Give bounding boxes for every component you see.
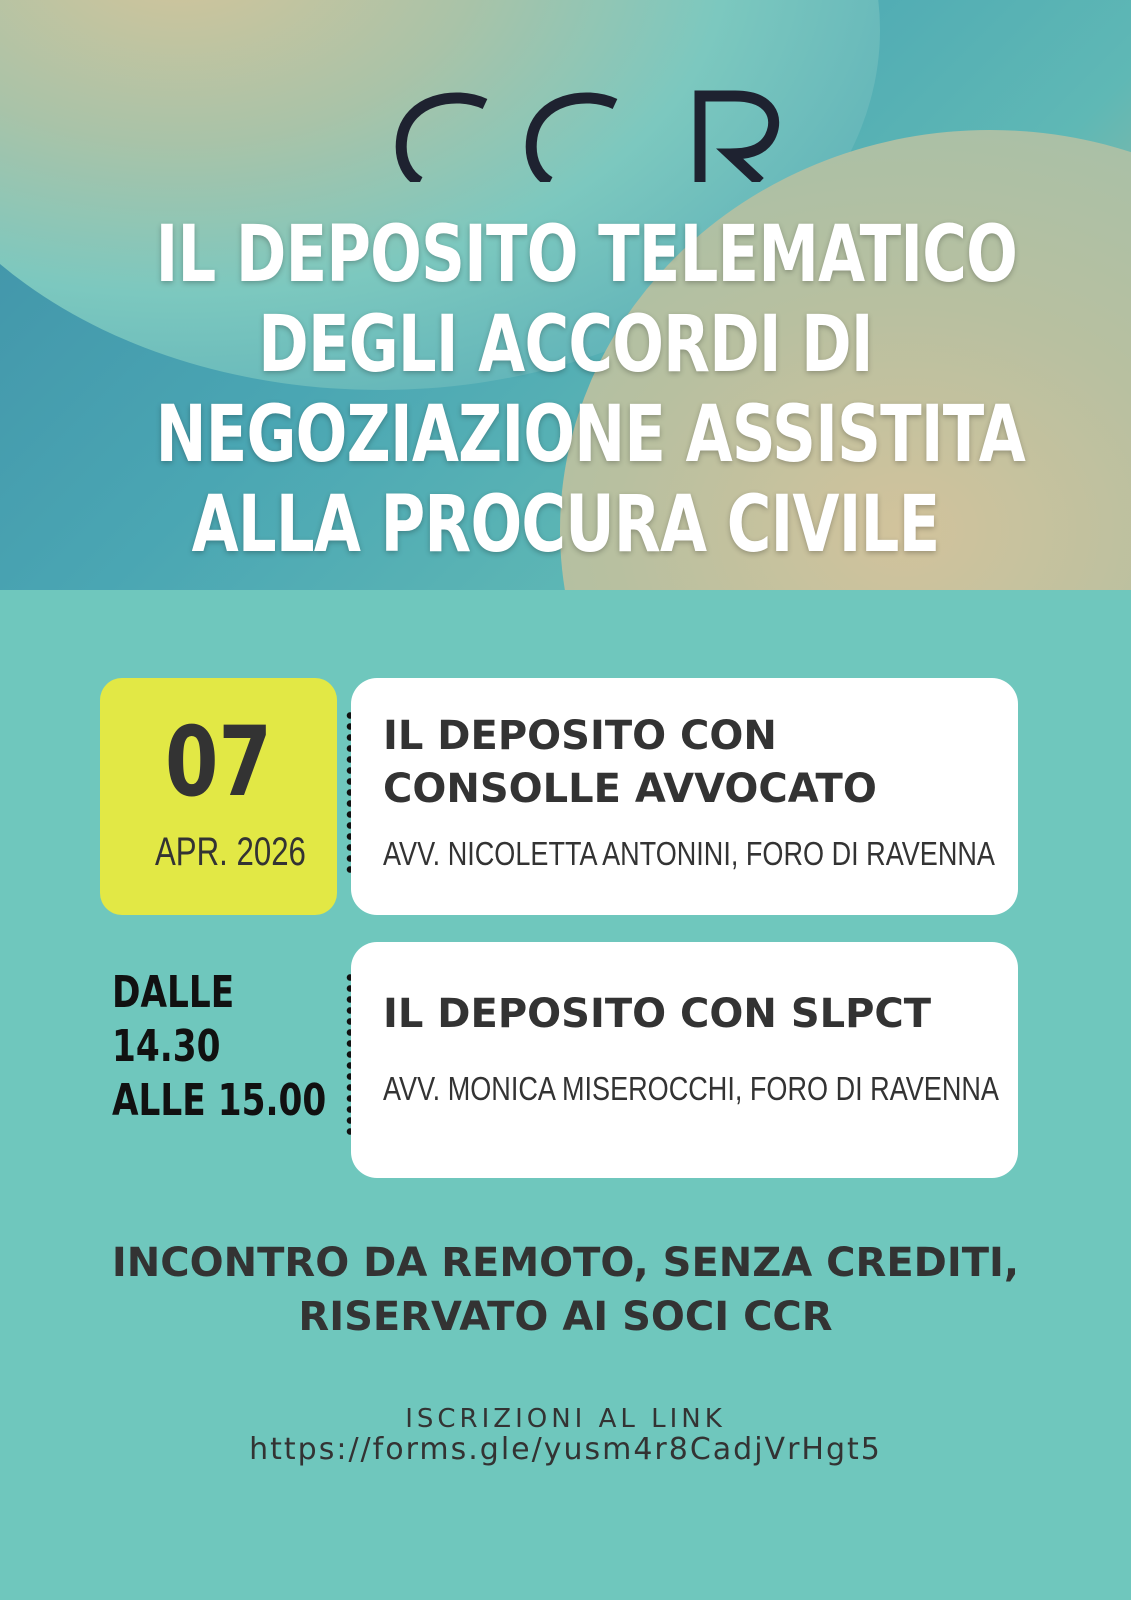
session-speaker: AVV. NICOLETTA ANTONINI, FORO DI RAVENNA bbox=[383, 835, 995, 872]
event-note bbox=[40, 1236, 1091, 1344]
session-title bbox=[383, 988, 1003, 1041]
time-line: ALLE 15.00 bbox=[112, 1075, 327, 1126]
event-time bbox=[112, 966, 327, 1128]
session-card bbox=[351, 942, 1018, 1178]
event-title bbox=[155, 210, 1026, 570]
date-badge bbox=[100, 678, 337, 915]
time-line: 14.30 bbox=[112, 1021, 221, 1072]
registration-label: ISCRIZIONI AL LINK bbox=[405, 1404, 726, 1434]
session-title bbox=[383, 710, 1003, 816]
title-line: IL DEPOSITO TELEMATICO bbox=[155, 210, 1018, 300]
note-line: INCONTRO DA REMOTO, SENZA CREDITI, bbox=[111, 1240, 1020, 1286]
ccr-logo bbox=[390, 82, 790, 182]
event-month-year: APR. 2026 bbox=[155, 830, 306, 874]
header-banner bbox=[0, 0, 1131, 590]
registration-link[interactable]: https://forms.gle/yusm4r8CadjVrHgt5 bbox=[249, 1432, 882, 1467]
title-line: DEGLI ACCORDI DI bbox=[258, 300, 873, 390]
session-title-line: IL DEPOSITO CON SLPCT bbox=[383, 991, 932, 1037]
event-day: 07 bbox=[165, 706, 272, 818]
note-line: RISERVATO AI SOCI CCR bbox=[298, 1294, 833, 1340]
session-speaker: AVV. MONICA MISEROCCHI, FORO DI RAVENNA bbox=[383, 1070, 999, 1107]
session-title-line: IL DEPOSITO CON bbox=[383, 713, 777, 759]
session-title-line: CONSOLLE AVVOCATO bbox=[383, 766, 877, 812]
time-line: DALLE bbox=[112, 967, 235, 1018]
title-line: ALLA PROCURA CIVILE bbox=[191, 480, 940, 570]
title-line: NEGOZIAZIONE ASSISTITA bbox=[155, 390, 1026, 480]
session-card bbox=[351, 678, 1018, 915]
